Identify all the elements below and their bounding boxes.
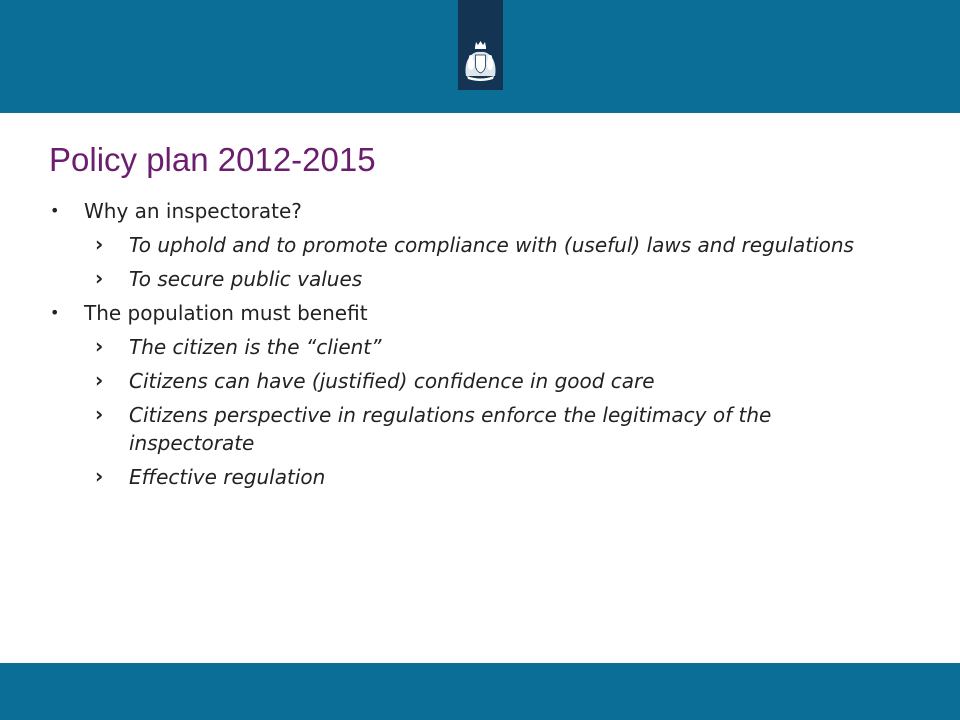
chevron-right-icon: › [95,368,104,392]
sub-bullet-text: The citizen is the “client” [129,335,382,359]
bullet-dot: • [50,201,60,220]
sub-bullet-item [50,333,890,361]
bullet-text: Why an inspectorate? [84,199,302,223]
sub-bullet-text: To secure public values [129,267,363,291]
sub-bullet-item [50,231,890,259]
coat-of-arms-icon [458,0,503,90]
bullet-item [50,197,890,225]
logo-tab [458,0,503,90]
footer-band [0,663,960,720]
bullet-text: The population must benefit [84,301,368,325]
sub-bullet-item [50,265,890,293]
chevron-right-icon: › [95,266,104,290]
sub-bullet-text: Citizens perspective in regulations enforce the legitimacy of the inspectorate [129,403,772,455]
chevron-right-icon: › [95,402,104,426]
sub-bullet-text: To uphold and to promote compliance with (useful) laws and regulations [129,233,854,257]
slide-body [50,197,890,497]
sub-bullet-text: Effective regulation [129,465,326,489]
chevron-right-icon: › [95,334,104,358]
chevron-right-icon: › [95,464,104,488]
sub-bullet-item [50,367,890,395]
sub-bullet-item [50,401,890,457]
sub-bullet-item [50,463,890,491]
sub-bullet-text: Citizens can have (justified) confidence in good care [129,369,655,393]
bullet-item [50,299,890,327]
slide-title: Policy plan 2012-2015 [49,141,376,178]
chevron-right-icon: › [95,232,104,256]
bullet-dot: • [50,303,60,322]
